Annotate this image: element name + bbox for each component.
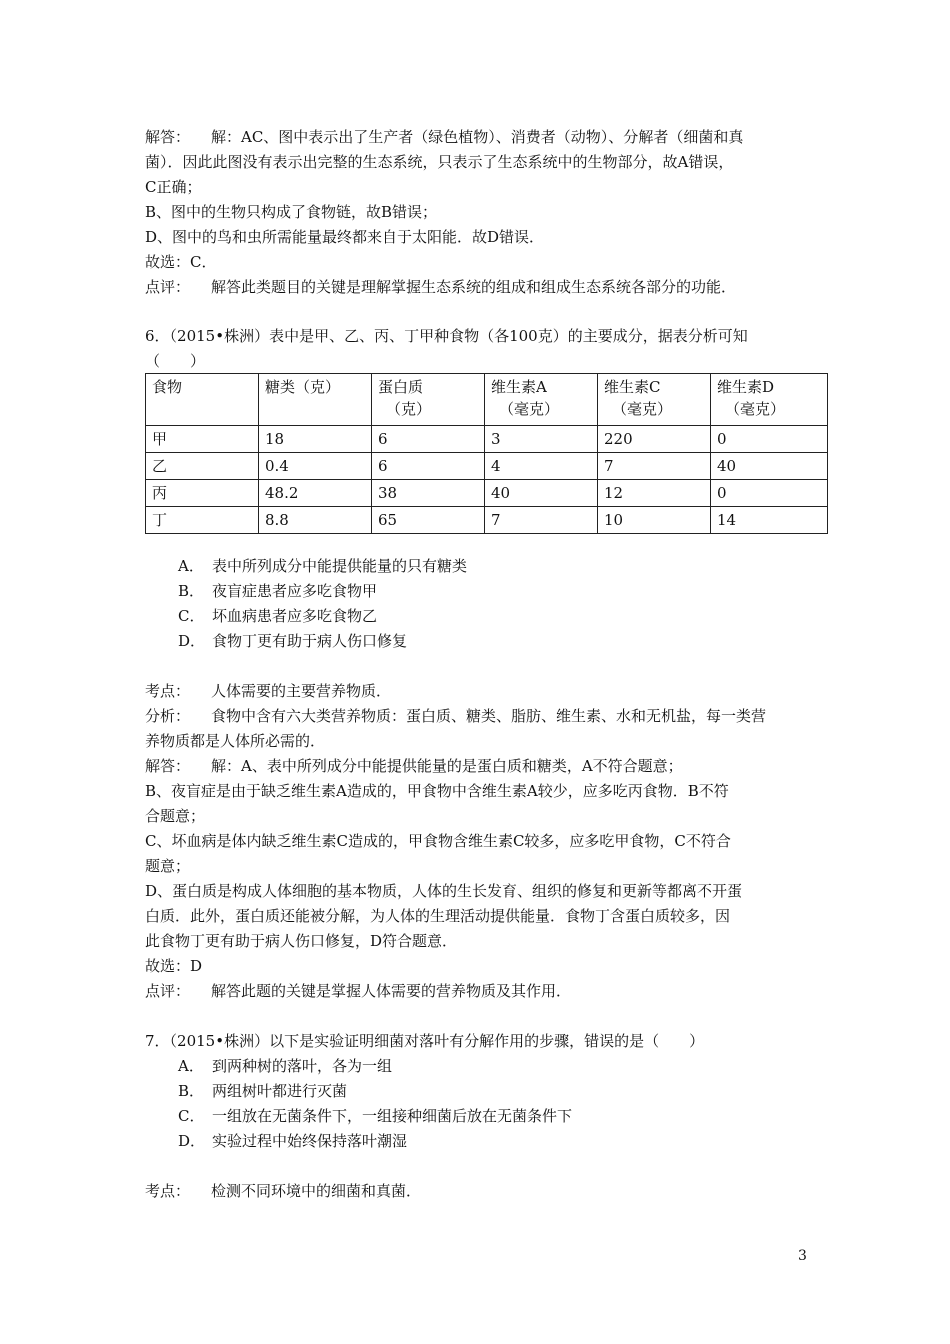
- q6-answer-line4: C、坏血病是体内缺乏维生素C造成的，甲食物含维生素C较多，应多吃甲食物，C不符合: [145, 832, 731, 850]
- table-header-cell: 维生素D （毫克）: [711, 374, 828, 426]
- q7-keypoint: 考点： 检测不同环境中的细菌和真菌．: [145, 1182, 422, 1200]
- q6-stem-line1: 6．（2015•株洲）表中是甲、乙、丙、丁甲种食物（各100克）的主要成分，据表分析可知: [145, 327, 748, 345]
- q6-answer-line8: 此食物丁更有助于病人伤口修复，D符合题意．: [145, 932, 458, 950]
- q7-option-a: A． 到两种树的落叶，各为一组: [178, 1057, 393, 1075]
- table-header-cell: 糖类（克）: [259, 374, 372, 426]
- q6-option-d: D． 食物丁更有助于病人伤口修复: [178, 632, 408, 650]
- q6-answer-line6: D、蛋白质是构成人体细胞的基本物质，人体的生长发育、组织的修复和更新等都离不开蛋: [145, 882, 743, 900]
- q5-answer-line2: 菌）．因此此图没有表示出完整的生态系统，只表示了生态系统中的生物部分，故A错误，: [145, 153, 734, 171]
- page-number: 3: [798, 1248, 807, 1264]
- table-header-cell: 蛋白质 （克）: [372, 374, 485, 426]
- q5-comment: 点评： 解答此类题目的关键是理解掌握生态系统的组成和组成生态系统各部分的功能．: [145, 278, 737, 296]
- q6-answer-line2: B、夜盲症是由于缺乏维生素A造成的，甲食物中含维生素A较少，应多吃丙食物．B不符: [145, 782, 729, 800]
- table-row: 丁 8.8 65 7 10 14: [146, 507, 828, 534]
- q6-comment: 点评： 解答此题的关键是掌握人体需要的营养物质及其作用．: [145, 982, 572, 1000]
- q6-option-b: B． 夜盲症患者应多吃食物甲: [178, 582, 378, 600]
- table-row: 乙 0.4 6 4 7 40: [146, 453, 828, 480]
- q6-keypoint: 考点： 人体需要的主要营养物质．: [145, 682, 392, 700]
- q6-option-a: A． 表中所列成分中能提供能量的只有糖类: [178, 557, 468, 575]
- q5-answer-line1: 解答： 解：AC、图中表示出了生产者（绿色植物）、消费者（动物）、分解者（细菌和真: [145, 128, 744, 146]
- table-header-cell: 食物: [146, 374, 259, 426]
- q7-stem: 7．（2015•株洲）以下是实验证明细菌对落叶有分解作用的步骤，错误的是（ ）: [145, 1032, 705, 1050]
- q6-analysis-line1: 分析： 食物中含有六大类营养物质：蛋白质、糖类、脂肪、维生素、水和无机盐，每一类营: [145, 707, 767, 725]
- q5-answer-line3: C正确；: [145, 178, 202, 196]
- q7-option-b: B． 两组树叶都进行灭菌: [178, 1082, 348, 1100]
- table-row: 甲 18 6 3 220 0: [146, 426, 828, 453]
- table-row: 丙 48.2 38 40 12 0: [146, 480, 828, 507]
- q5-answer-line5: D、图中的鸟和虫所需能量最终都来自于太阳能．故D错误．: [145, 228, 545, 246]
- q6-answer-line5: 题意；: [145, 857, 191, 875]
- q6-answer-line1: 解答： 解：A、表中所列成分中能提供能量的是蛋白质和糖类，A不符合题意；: [145, 757, 683, 775]
- q7-option-d: D． 实验过程中始终保持落叶潮湿: [178, 1132, 408, 1150]
- q6-answer-line3: 合题意；: [145, 807, 206, 825]
- table-header-cell: 维生素C （毫克）: [598, 374, 711, 426]
- table-header-row: [146, 374, 828, 426]
- q6-stem-line2: （ ）: [145, 352, 206, 370]
- q6-choice: 故选：D: [145, 957, 203, 975]
- q6-analysis-line2: 养物质都是人体所必需的．: [145, 732, 326, 750]
- q5-choice: 故选：C．: [145, 253, 217, 271]
- q5-answer-line4: B、图中的生物只构成了食物链，故B错误；: [145, 203, 438, 221]
- q6-option-c: C． 坏血病患者应多吃食物乙: [178, 607, 378, 625]
- q7-option-c: C． 一组放在无菌条件下，一组接种细菌后放在无菌条件下: [178, 1107, 573, 1125]
- table-header-cell: 维生素A （毫克）: [485, 374, 598, 426]
- q6-answer-line7: 白质．此外，蛋白质还能被分解，为人体的生理活动提供能量．食物丁含蛋白质较多，因: [145, 907, 731, 925]
- nutrition-table: [145, 373, 828, 534]
